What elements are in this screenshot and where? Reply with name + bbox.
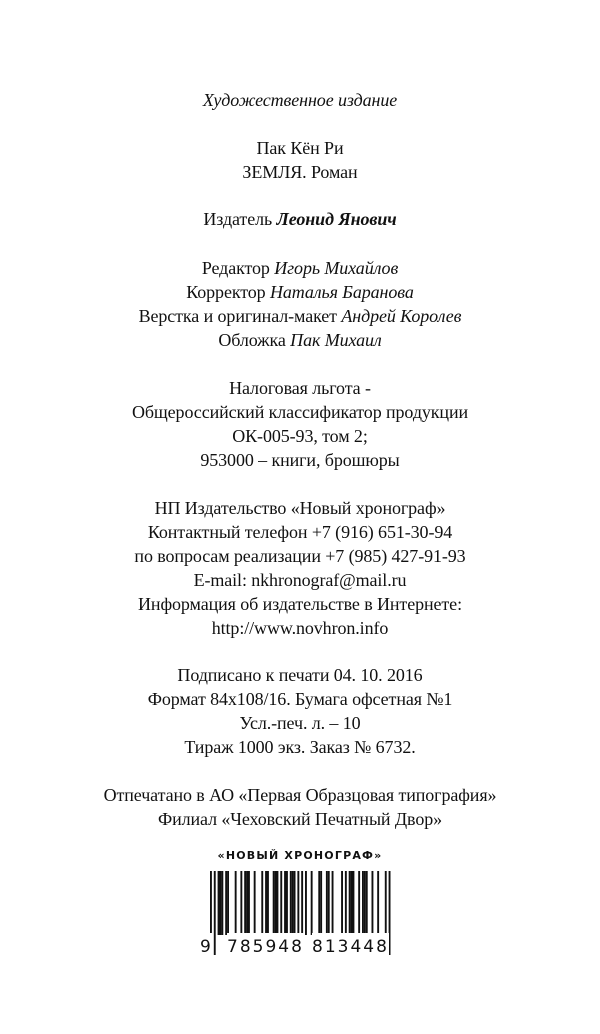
print-info-line: Тираж 1000 экз. Заказ № 6732. (184, 737, 416, 757)
credit-cover (0, 328, 600, 352)
barcode-bar (221, 871, 223, 935)
barcode-bar (261, 871, 263, 935)
printer-line: Отпечатано в АО «Первая Образцовая типография» (103, 785, 497, 805)
credit-name: Игорь Михайлов (274, 258, 399, 278)
print-info-line: Подписано к печати 04. 10. 2016 (177, 665, 423, 685)
barcode-bar (305, 871, 307, 935)
barcode-bar (227, 871, 229, 935)
book-title: ЗЕМЛЯ. Роман (242, 162, 358, 182)
tax-line: ОК-005-93, том 2; (232, 426, 368, 446)
barcode-bar (273, 871, 275, 935)
barcode-bar (364, 871, 366, 935)
barcode-bar (292, 871, 294, 935)
barcode-bar (235, 871, 237, 935)
contact-line: Информация об издательстве в Интернете: (138, 594, 462, 614)
contact-line: http://www.novhron.info (211, 618, 389, 638)
edition-type: Художественное издание (202, 90, 398, 110)
barcode-bar (280, 871, 282, 935)
barcode-bar (311, 871, 313, 935)
barcode-bar (345, 871, 347, 935)
printer-line: Филиал «Чеховский Печатный Двор» (157, 809, 443, 829)
publisher-label: Издатель (203, 209, 273, 229)
barcode-bar (326, 871, 328, 935)
credit-layout (0, 304, 600, 328)
credit-name: Наталья Баранова (269, 282, 414, 302)
contact-line: Контактный телефон +7 (916) 651-30-94 (147, 522, 453, 542)
barcode-bar (246, 871, 248, 935)
barcode-bar (267, 871, 269, 935)
barcode-bar (372, 871, 374, 935)
isbn-barcode (200, 869, 396, 964)
barcode-bar (214, 871, 216, 955)
barcode-bar (377, 871, 379, 935)
barcode-bar (220, 871, 222, 935)
barcode-bar (294, 871, 296, 935)
credit-role: Верстка и оригинал-макет (138, 306, 337, 326)
publisher-line (0, 207, 600, 231)
barcode-bar (332, 871, 334, 935)
barcode-bar (254, 871, 256, 935)
credit-role: Корректор (186, 282, 266, 302)
tax-line: Общероссийский классификатор продукции (131, 402, 469, 422)
print-info-line: Усл.-печ. л. – 10 (239, 713, 361, 733)
credit-proofreader (0, 280, 600, 304)
credit-name: Пак Михаил (290, 330, 382, 350)
barcode-bar (349, 871, 351, 935)
barcode-bar (284, 871, 286, 935)
barcode-bar (240, 871, 242, 935)
barcode-bar (286, 871, 288, 935)
barcode-bar (353, 871, 355, 935)
credit-role: Обложка (218, 330, 286, 350)
credit-name: Андрей Королев (341, 306, 462, 326)
barcode-left-group: 785948 (227, 933, 304, 961)
publisher-name: Леонид Янович (276, 209, 397, 229)
barcode-bar (366, 871, 368, 935)
barcode-bar (265, 871, 267, 935)
barcode-bar (362, 871, 364, 935)
tax-line: Налоговая льгота - (229, 378, 371, 398)
barcode-right-group: 813448 (312, 933, 389, 961)
barcode-bar (275, 871, 277, 935)
barcode-bar (277, 871, 279, 935)
contact-line: по вопросам реализации +7 (985) 427-91-93 (134, 546, 466, 566)
barcode-bar (290, 871, 292, 935)
barcode-brand: «НОВЫЙ ХРОНОГРАФ» (217, 849, 383, 862)
barcode-bar (225, 871, 227, 935)
print-info-line: Формат 84х108/16. Бумага офсетная №1 (147, 689, 453, 709)
barcode-bar (318, 871, 320, 935)
credit-editor (0, 256, 600, 280)
barcode-bar (328, 871, 330, 935)
credit-role: Редактор (201, 258, 270, 278)
barcode-bar (248, 871, 250, 935)
contact-line: НП Издательство «Новый хронограф» (154, 498, 446, 518)
barcode-bar (218, 871, 220, 935)
barcode-bar (320, 871, 322, 935)
barcode-bar (244, 871, 246, 935)
barcode-bar (358, 871, 360, 935)
book-author: Пак Кён Ри (256, 138, 344, 158)
barcode-first-digit: 9 (200, 933, 213, 961)
contact-line: E-mail: nkhronograf@mail.ru (193, 570, 407, 590)
tax-line: 953000 – книги, брошюры (200, 450, 400, 470)
barcode-bar (351, 871, 353, 935)
barcode-bar (341, 871, 343, 935)
